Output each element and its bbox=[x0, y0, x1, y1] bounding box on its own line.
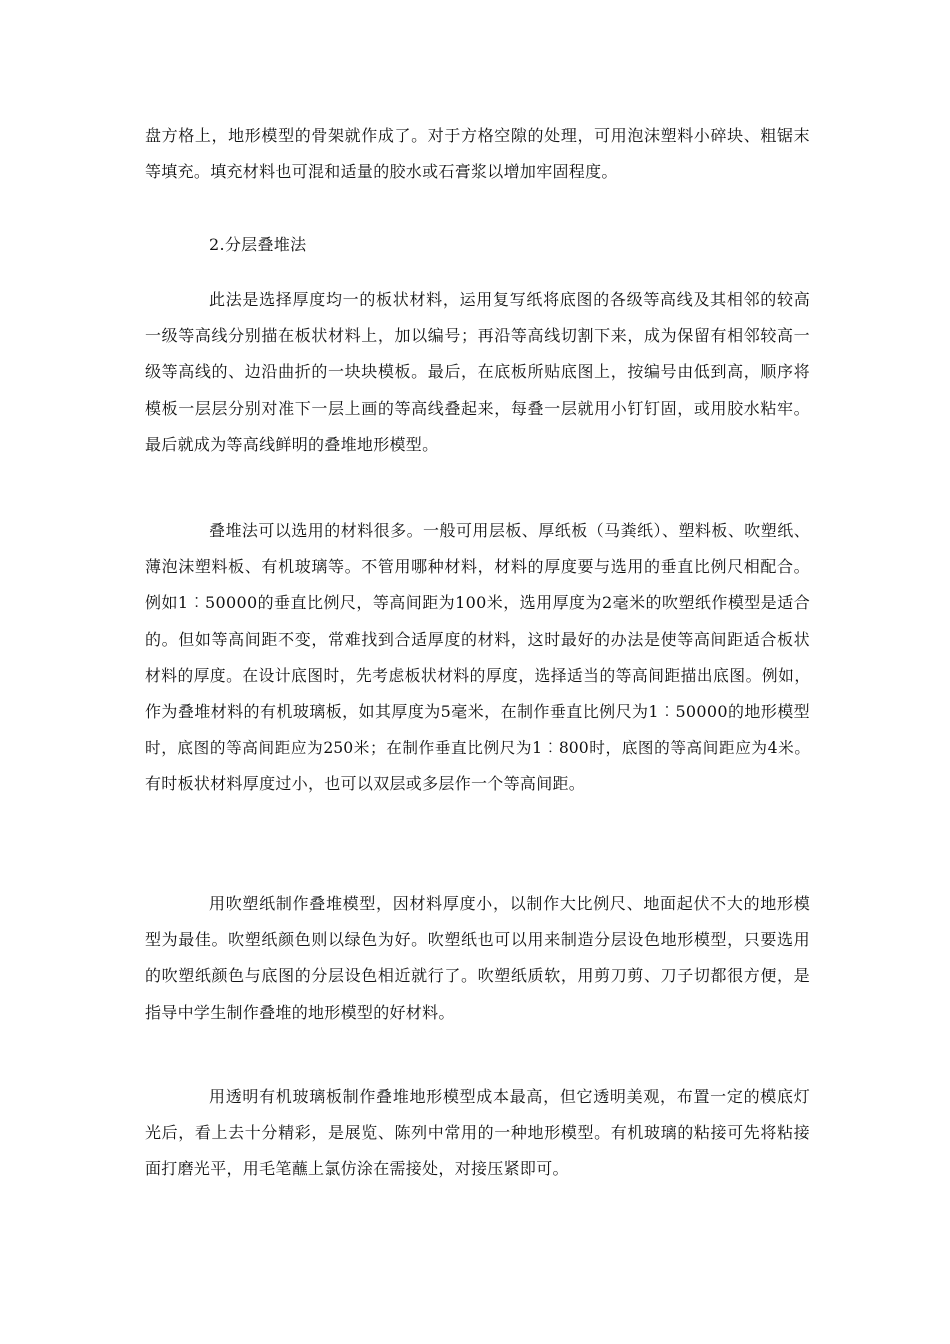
paragraph-2-line-1: 此法是选择厚度均一的板状材料，运用复写纸将底图的各级等高线及其相邻的较高 bbox=[209, 290, 810, 309]
paragraph-2 bbox=[145, 282, 810, 463]
section-heading-text: 2.分层叠堆法 bbox=[209, 235, 307, 254]
paragraph-2-line-3: 级等高线的、边沿曲折的一块块模板。最后，在底板所贴底图上，按编号由低到高，顺序将 bbox=[145, 362, 810, 382]
paragraph-4-line-1: 用吹塑纸制作叠堆模型，因材料厚度小，以制作大比例尺、地面起伏不大的地形模 bbox=[209, 894, 810, 913]
paragraph-3-line-3: 例如1︰50000的垂直比例尺，等高间距为100米，选用厚度为2毫米的吹塑纸作模型是适合 bbox=[145, 593, 810, 613]
paragraph-3-line-8: 有时板状材料厚度过小，也可以双层或多层作一个等高间距。 bbox=[145, 774, 586, 794]
section-heading bbox=[209, 227, 609, 263]
paragraph-2-line-4: 模板一层层分别对准下一层上画的等高线叠起来，每叠一层就用小钉钉固，或用胶水粘牢。 bbox=[145, 398, 810, 418]
paragraph-4-line-2: 型为最佳。吹塑纸颜色则以绿色为好。吹塑纸也可以用来制造分层设色地形模型，只要选用 bbox=[145, 930, 810, 950]
paragraph-1-line-2: 等填充。填充材料也可混和适量的胶水或石膏浆以增加牢固程度。 bbox=[145, 162, 618, 182]
paragraph-3 bbox=[145, 513, 810, 803]
paragraph-3-line-6: 作为叠堆材料的有机玻璃板，如其厚度为5毫米，在制作垂直比例尺为1︰50000的地形模型 bbox=[145, 702, 810, 722]
paragraph-1-line-1: 盘方格上，地形模型的骨架就作成了。对于方格空隙的处理，可用泡沫塑料小碎块、粗锯末 bbox=[145, 126, 810, 145]
paragraph-5-line-1: 用透明有机玻璃板制作叠堆地形模型成本最高，但它透明美观，布置一定的模底灯 bbox=[209, 1087, 810, 1106]
paragraph-2-line-2: 一级等高线分别描在板状材料上，加以编号；再沿等高线切割下来，成为保留有相邻较高一 bbox=[145, 326, 810, 346]
paragraph-3-line-2: 薄泡沫塑料板、有机玻璃等。不管用哪种材料，材料的厚度要与选用的垂直比例尺相配合。 bbox=[145, 557, 810, 577]
paragraph-3-line-1: 叠堆法可以选用的材料很多。一般可用层板、厚纸板（马粪纸）、塑料板、吹塑纸、 bbox=[209, 521, 810, 540]
paragraph-1 bbox=[145, 118, 810, 190]
paragraph-5 bbox=[145, 1079, 810, 1188]
paragraph-3-line-4: 的。但如等高间距不变，常难找到合适厚度的材料，这时最好的办法是使等高间距适合板状 bbox=[145, 629, 810, 649]
paragraph-4-line-4: 指导中学生制作叠堆的地形模型的好材料。 bbox=[145, 1002, 455, 1022]
paragraph-4 bbox=[145, 886, 810, 1031]
paragraph-4-line-3: 的吹塑纸颜色与底图的分层设色相近就行了。吹塑纸质软，用剪刀剪、刀子切都很方便，是 bbox=[145, 966, 810, 986]
paragraph-3-line-7: 时，底图的等高间距应为250米；在制作垂直比例尺为1︰800时，底图的等高间距应为4米。 bbox=[145, 739, 810, 758]
paragraph-5-line-2: 光后，看上去十分精彩，是展览、陈列中常用的一种地形模型。有机玻璃的粘接可先将粘接 bbox=[145, 1123, 810, 1143]
paragraph-2-line-5: 最后就成为等高线鲜明的叠堆地形模型。 bbox=[145, 434, 439, 454]
paragraph-5-line-3: 面打磨光平，用毛笔蘸上氯仿涂在需接处，对接压紧即可。 bbox=[145, 1159, 569, 1179]
paragraph-3-line-5: 材料的厚度。在设计底图时，先考虑板状材料的厚度，选择适当的等高间距描出底图。例如， bbox=[145, 665, 810, 685]
